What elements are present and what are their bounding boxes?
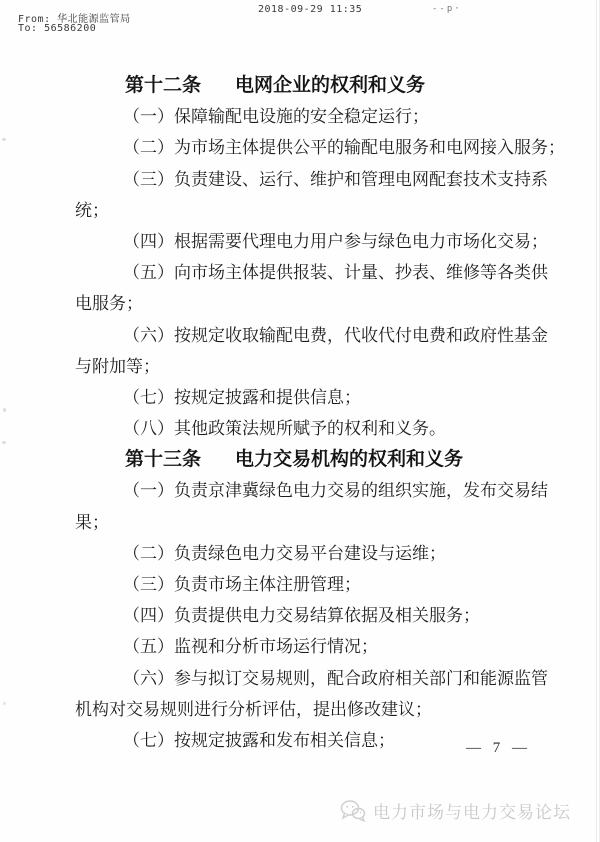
line-text: 与附加等；: [75, 356, 160, 376]
scan-edge-line: [596, 0, 597, 842]
doc-line: [75, 631, 535, 662]
scan-artifact: [3, 702, 6, 705]
line-text: （一）保障输配电设施的安全稳定运行；: [123, 107, 429, 127]
article-number: 第十三条: [125, 449, 202, 471]
line-text: （五）监视和分析市场运行情况；: [123, 637, 378, 657]
article-heading: [75, 70, 535, 101]
line-text: 机构对交易规则进行分析评估，提出修改建议；: [75, 699, 432, 719]
doc-line: [75, 475, 548, 506]
doc-line: [75, 413, 535, 444]
scan-artifact: [2, 441, 6, 444]
doc-line: [75, 351, 535, 382]
line-text: （三）负责建设、运行、维护和管理电网配套技术支持系: [123, 169, 548, 189]
article-heading: [75, 444, 535, 475]
doc-line: [75, 382, 535, 413]
doc-line: [75, 226, 548, 257]
doc-line: [75, 101, 535, 132]
line-text: （二）为市场主体提供公平的输配电服务和电网接入服务；: [123, 138, 565, 158]
line-text: （四）负责提供电力交易结算依据及相关服务；: [123, 606, 480, 626]
doc-line: [75, 132, 565, 163]
line-text: （二）负责绿色电力交易平台建设与运维；: [123, 543, 446, 563]
doc-line: [75, 257, 548, 288]
doc-line: [75, 164, 548, 195]
line-text: （三）负责市场主体注册管理；: [123, 575, 361, 594]
footer-watermark: [340, 798, 571, 823]
line-text: （五）向市场主体提供报装、计量、抄表、维修等各类供: [123, 263, 548, 283]
article-title: 电力交易机构的权利和义务: [235, 449, 464, 471]
doc-line: [75, 195, 535, 226]
fax-from-label: From: 华北能源监管局: [18, 14, 131, 25]
doc-line: [75, 538, 535, 569]
document-body: [75, 70, 565, 756]
scan-artifact: [2, 138, 6, 141]
line-text: （七）按规定披露和提供信息；: [123, 387, 361, 407]
doc-line: [75, 694, 535, 725]
line-text: （六）按规定收取输配电费，代收代付电费和政府性基金: [123, 325, 548, 345]
line-text: 电服务；: [75, 294, 143, 314]
watermark-text: 电力市场与电力交易论坛: [373, 803, 571, 822]
article-number: 第十二条: [125, 75, 202, 96]
page-number: — 7 —: [466, 740, 531, 756]
line-text: （四）根据需要代理电力用户参与绿色电力市场化交易；: [123, 231, 548, 251]
wechat-icon: [340, 799, 366, 822]
doc-line: [75, 569, 535, 600]
line-text: （六）参与拟订交易规则，配合政府相关部门和能源监管: [123, 668, 548, 688]
line-text: 果；: [75, 512, 109, 532]
fax-corner-mark: --p·: [432, 4, 462, 14]
doc-line: [75, 600, 535, 631]
doc-line: [75, 507, 535, 538]
article-title: 电网企业的权利和义务: [235, 75, 426, 96]
line-text: （八）其他政策法规所赋予的权利和义务。: [123, 419, 446, 439]
doc-line: [75, 663, 548, 694]
fax-to-label: To: 56586200: [18, 23, 97, 34]
fax-header: [0, 0, 599, 40]
line-text: （七）按规定披露和发布相关信息；: [123, 730, 395, 750]
doc-line: [75, 320, 548, 351]
line-text: （一）负责京津冀绿色电力交易的组织实施，发布交易结: [123, 481, 548, 501]
scan-artifact: [3, 408, 6, 412]
fax-timestamp: 2018-09-29 11:35: [258, 4, 363, 15]
doc-line: [75, 288, 535, 319]
line-text: 统；: [75, 200, 109, 220]
